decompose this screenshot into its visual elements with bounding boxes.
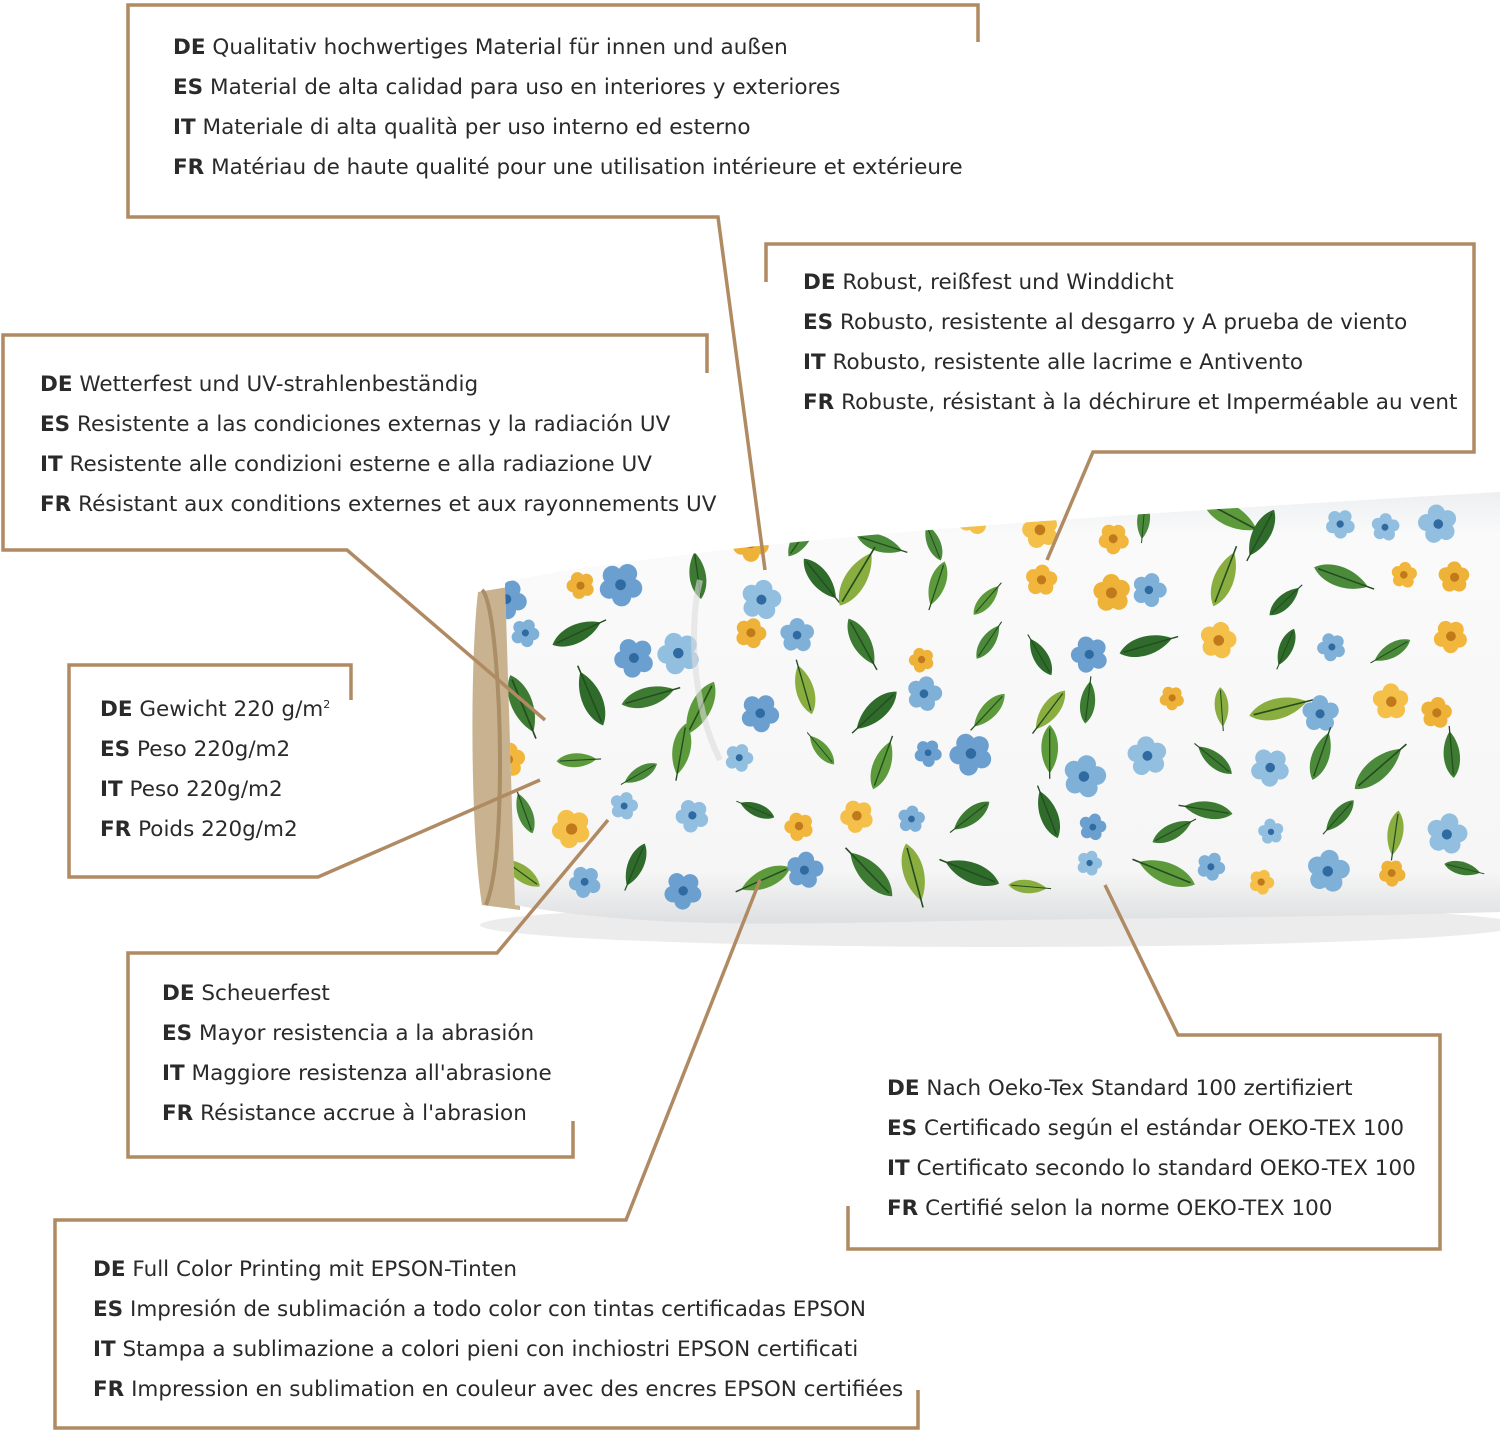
floral-fabric	[485, 480, 1500, 940]
callout-text: Material de alta calidad para uso en interiores y exteriores	[210, 75, 841, 100]
callout-text: Materiale di alta qualità per uso interno ed esterno	[202, 115, 751, 140]
callout-line-es	[100, 730, 330, 770]
callout-text: Scheuerfest	[201, 981, 330, 1006]
language-code: DE	[887, 1076, 920, 1101]
callout-text: Certifié selon la norme OEKO-TEX 100	[925, 1196, 1333, 1221]
callout-printing	[93, 1250, 903, 1410]
callout-line-fr	[803, 383, 1457, 423]
callout-text: Robuste, résistant à la déchirure et Imperméable au vent	[841, 390, 1458, 415]
language-code: ES	[40, 412, 71, 437]
callout-line-de	[173, 28, 963, 68]
language-code: FR	[93, 1377, 125, 1402]
language-code: ES	[162, 1021, 193, 1046]
language-code: DE	[40, 372, 73, 397]
callout-text: Peso 220g/m2	[137, 737, 291, 762]
callout-text: Stampa a sublimazione a colori pieni con inchiostri EPSON certificati	[122, 1337, 859, 1362]
callout-line-de	[40, 365, 716, 405]
callout-text: Certificado según el estándar OEKO-TEX 100	[924, 1116, 1405, 1141]
callout-text: Résistance accrue à l'abrasion	[200, 1101, 527, 1126]
callout-line-it	[162, 1054, 552, 1094]
language-code: FR	[100, 817, 132, 842]
callout-text: Robusto, resistente alle lacrime e Antivento	[832, 350, 1304, 375]
callout-line-de	[93, 1250, 903, 1290]
callout-line-fr	[40, 485, 716, 525]
language-code: IT	[173, 115, 196, 140]
language-code: IT	[803, 350, 826, 375]
language-code: IT	[887, 1156, 910, 1181]
language-code: IT	[93, 1337, 116, 1362]
callout-line-fr	[887, 1189, 1416, 1229]
language-code: IT	[100, 777, 123, 802]
callout-line-it	[803, 343, 1457, 383]
callout-line-es	[887, 1109, 1416, 1149]
callout-line-it	[100, 770, 330, 810]
callout-line-fr	[162, 1094, 552, 1134]
callout-text: Impresión de sublimación a todo color con tintas certificadas EPSON	[130, 1297, 866, 1322]
language-code: ES	[100, 737, 131, 762]
language-code: DE	[173, 35, 206, 60]
callout-text: Nach Oeko-Tex Standard 100 zertifiziert	[926, 1076, 1353, 1101]
callout-abrasion	[162, 974, 552, 1134]
language-code: IT	[40, 452, 63, 477]
callout-line-fr	[93, 1370, 903, 1410]
callout-line-es	[162, 1014, 552, 1054]
callout-line-de	[162, 974, 552, 1014]
callout-line-es	[173, 68, 963, 108]
language-code: FR	[173, 155, 205, 180]
callout-line-it	[887, 1149, 1416, 1189]
callout-line-de	[887, 1069, 1416, 1109]
callout-line-it	[93, 1330, 903, 1370]
callout-text: Maggiore resistenza all'abrasione	[191, 1061, 552, 1086]
callout-text: Matériau de haute qualité pour une utilisation intérieure et extérieure	[211, 155, 963, 180]
callout-line-it	[173, 108, 963, 148]
callout-line-it	[40, 445, 716, 485]
callout-material	[173, 28, 963, 188]
callout-text: Peso 220g/m2	[129, 777, 283, 802]
callout-text: Certificato secondo lo standard OEKO-TEX 100	[916, 1156, 1416, 1181]
language-code: FR	[803, 390, 835, 415]
callout-text: Impression en sublimation en couleur avec des encres EPSON certifiées	[131, 1377, 904, 1402]
language-code: DE	[803, 270, 836, 295]
language-code: IT	[162, 1061, 185, 1086]
callout-oeko-tex	[887, 1069, 1416, 1229]
callout-line-de	[100, 690, 330, 730]
language-code: DE	[100, 697, 133, 722]
language-code: ES	[887, 1116, 918, 1141]
callout-line-fr	[173, 148, 963, 188]
callout-text: Full Color Printing mit EPSON-Tinten	[132, 1257, 518, 1282]
callout-text: Wetterfest und UV-strahlenbeständig	[79, 372, 479, 397]
callout-text: Qualitativ hochwertiges Material für innen und außen	[212, 35, 788, 60]
callout-text: Poids 220g/m2	[138, 817, 298, 842]
callout-weight	[100, 690, 330, 850]
callout-line-de	[803, 263, 1457, 303]
language-code: ES	[173, 75, 204, 100]
callout-line-es	[803, 303, 1457, 343]
callout-text: Mayor resistencia a la abrasión	[199, 1021, 535, 1046]
language-code: ES	[803, 310, 834, 335]
language-code: FR	[887, 1196, 919, 1221]
language-code: DE	[162, 981, 195, 1006]
callout-line-fr	[100, 810, 330, 850]
callout-text: Résistant aux conditions externes et aux rayonnements UV	[78, 492, 717, 517]
callout-line-es	[40, 405, 716, 445]
callout-text: Gewicht 220 g/m	[139, 697, 324, 722]
callout-weather	[40, 365, 716, 525]
language-code: DE	[93, 1257, 126, 1282]
callout-robust	[803, 263, 1457, 423]
callout-text: Robusto, resistente al desgarro y A prueba de viento	[840, 310, 1408, 335]
callout-text: Resistente a las condiciones externas y la radiación UV	[77, 412, 671, 437]
callout-line-es	[93, 1290, 903, 1330]
callout-text: Resistente alle condizioni esterne e alla radiazione UV	[69, 452, 652, 477]
callout-text: Robust, reißfest und Winddicht	[842, 270, 1174, 295]
language-code: ES	[93, 1297, 124, 1322]
superscript: 2	[323, 697, 331, 711]
language-code: FR	[40, 492, 72, 517]
language-code: FR	[162, 1101, 194, 1126]
